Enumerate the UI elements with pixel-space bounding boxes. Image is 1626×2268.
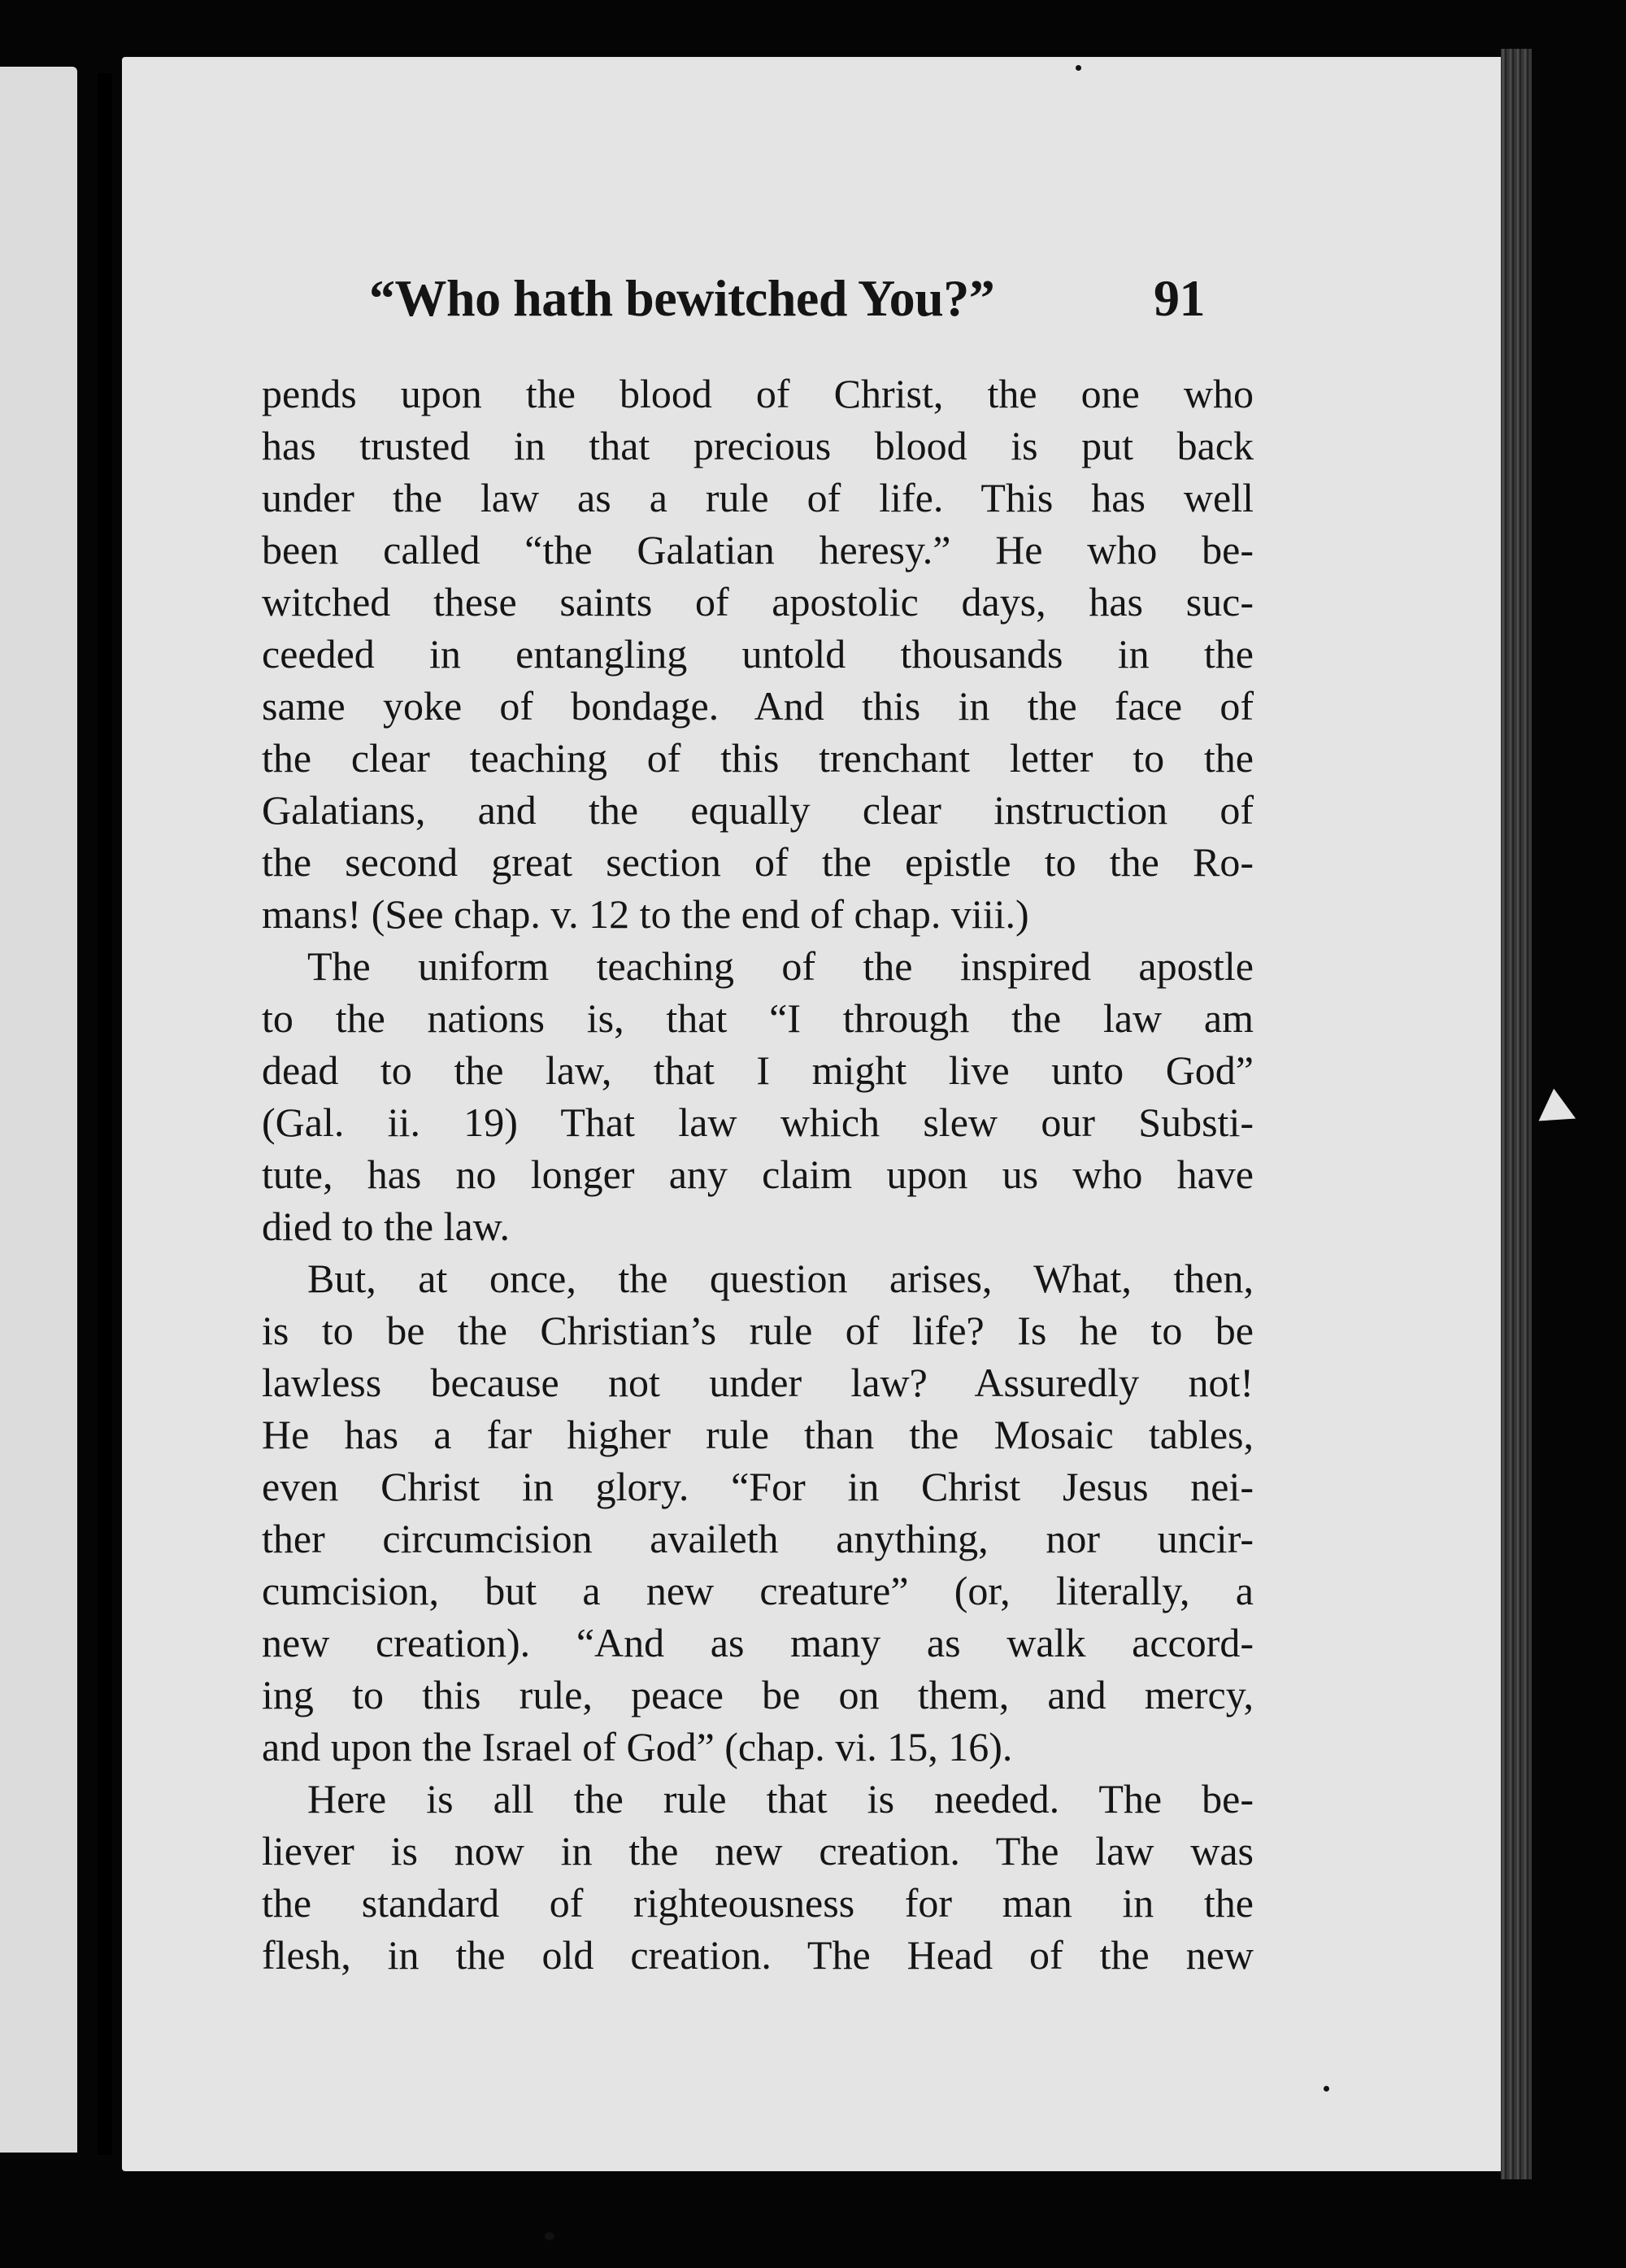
text-line: liever is now in the new creation. The law was [262, 1828, 1254, 1874]
book-gutter [98, 73, 112, 2155]
text-line: to the nations is, that “I through the law am [262, 995, 1254, 1041]
text-line: even Christ in glory. “For in Christ Jesus nei- [262, 1464, 1254, 1509]
text-line: the standard of righteousness for man in the [262, 1880, 1254, 1926]
running-head [369, 268, 1231, 350]
page-number: 91 [1154, 269, 1205, 327]
text-line: (Gal. ii. 19) That law which slew our Substi- [262, 1099, 1254, 1145]
text-line: ing to this rule, peace be on them, and mercy, [262, 1672, 1254, 1717]
body-text [262, 368, 1254, 1981]
text-line: new creation). “And as many as walk accord- [262, 1620, 1254, 1665]
text-line: But, at once, the question arises, What, then, [307, 1256, 1254, 1301]
speck [1324, 2086, 1329, 2092]
speck [545, 2232, 554, 2240]
running-head-title: “Who hath bewitched You?” [369, 269, 995, 327]
text-line: under the law as a rule of life. This has well [262, 475, 1254, 520]
text-line: lawless because not under law? Assuredly not! [262, 1360, 1254, 1405]
text-line: cumcision, but a new creature” (or, literally, a [262, 1568, 1254, 1613]
text-line: tute, has no longer any claim upon us who have [262, 1151, 1254, 1197]
text-line: pends upon the blood of Christ, the one who [262, 371, 1254, 416]
text-line: Galatians, and the equally clear instruction of [262, 787, 1254, 833]
text-line: witched these saints of apostolic days, has suc- [262, 579, 1254, 625]
text-line: the clear teaching of this trenchant letter to the [262, 735, 1254, 781]
text-line: He has a far higher rule than the Mosaic tables, [262, 1412, 1254, 1457]
text-line: dead to the law, that I might live unto God” [262, 1047, 1254, 1093]
page-stack-edge [1501, 49, 1532, 2179]
text-line: has trusted in that precious blood is put back [262, 423, 1254, 468]
text-line: flesh, in the old creation. The Head of the new [262, 1932, 1254, 1978]
text-line: Here is all the rule that is needed. The be- [307, 1776, 1254, 1822]
text-line: died to the law. [262, 1204, 511, 1249]
speck [1076, 65, 1081, 71]
text-line: same yoke of bondage. And this in the face of [262, 683, 1254, 729]
text-line: The uniform teaching of the inspired apostle [307, 943, 1254, 989]
text-line: and upon the Israel of God” (chap. vi. 15, 16). [262, 1724, 1013, 1770]
text-line: is to be the Christian’s rule of life? Is he to be [262, 1308, 1254, 1353]
text-line: ther circumcision availeth anything, nor uncir- [262, 1516, 1254, 1561]
text-line: the second great section of the epistle to the Ro- [262, 839, 1254, 885]
text-line: mans! (See chap. v. 12 to the end of chap. viii.) [262, 891, 1029, 937]
text-line: ceeded in entangling untold thousands in the [262, 631, 1254, 677]
text-line: been called “the Galatian heresy.” He who be- [262, 527, 1254, 572]
paper-tab [1539, 1089, 1584, 1135]
left-page-edge [0, 67, 77, 2153]
